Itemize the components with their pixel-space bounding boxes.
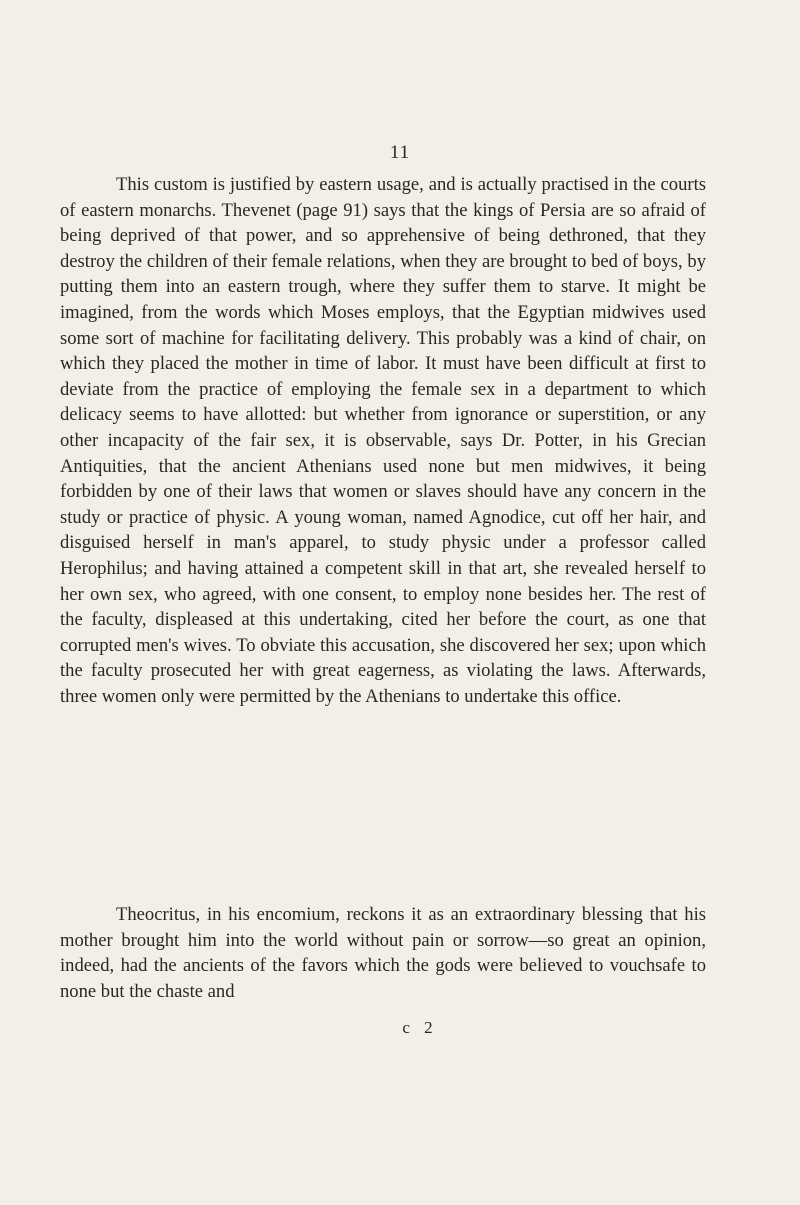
paragraph-1-block (60, 172, 706, 709)
paragraph-1: This custom is justified by eastern usage, and is actually practised in the courts of eastern monarchs. Thevenet (page 91) says that the kings of Persia are so afraid of being deprived of that power, and so apprehensive of being dethroned, that they destroy the children of their female relations, when they are brought to bed of boys, by putting them into an eastern trough, where they suffer them to starve. It might be imagined, from the words which Moses employs, that the Egyptian midwives used some sort of machine for facilitating delivery. This probably was a kind of chair, on which they placed the mother in time of labor. It must have been difficult at first to deviate from the practice of employing the female sex in a department to which delicacy seems to have allotted: but whether from ignorance or superstition, or any other incapacity of the fair sex, it is observable, says Dr. Potter, in his Grecian Antiquities, that the ancient Athenians used none but men midwives, it being forbidden by one of their laws that women or slaves should have any concern in the study or practice of physic. A young woman, named Agnodice, cut off her hair, and disguised herself in man's apparel, to study physic under a professor called Herophilus; and having attained a competent skill in that art, she revealed herself to her own sex, who agreed, with one consent, to employ none besides her. The rest of the faculty, displeased at this undertaking, cited her before the court, as one that corrupted men's wives. To obviate this accusation, she discovered her sex; upon which the faculty prosecuted her with great eagerness, as violating the laws. Afterwards, three women only were permitted by the Athenians to undertake this office. (60, 174, 706, 707)
paragraph-2-block (60, 902, 706, 1004)
signature-mark: c 2 (402, 1018, 438, 1037)
page-number: 11 (389, 142, 411, 163)
paragraph-2: Theocritus, in his encomium, reckons it as an extraordinary blessing that his mother brought him into the world without pain or sorrow—so great an opinion, indeed, had the ancients of the favors which the gods were believed to vouchsafe to none but the chaste and (60, 904, 706, 1002)
